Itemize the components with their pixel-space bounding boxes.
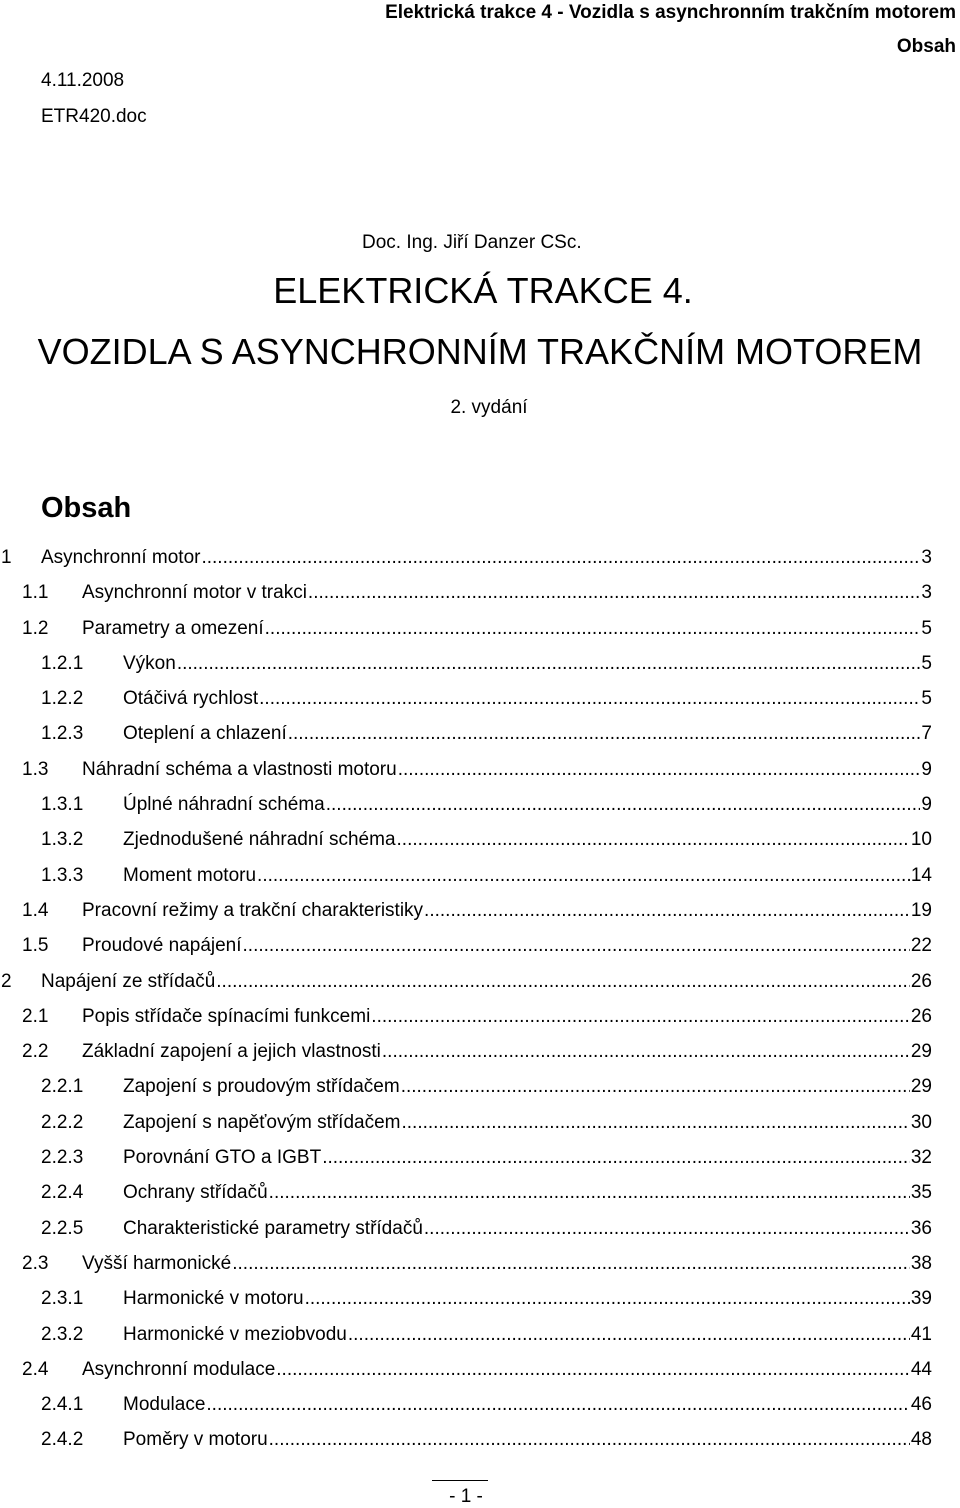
toc-entry-number: 1.2 bbox=[22, 617, 49, 639]
running-header-section: Obsah bbox=[896, 36, 956, 57]
toc-entry-page: 36 bbox=[910, 1217, 932, 1239]
table-of-contents bbox=[0, 540, 932, 1458]
toc-entry-body bbox=[123, 858, 932, 893]
toc-entry-number: 2.1 bbox=[22, 1005, 49, 1027]
toc-entry[interactable] bbox=[0, 646, 932, 681]
toc-heading: Obsah bbox=[41, 492, 132, 524]
toc-entry[interactable] bbox=[0, 611, 932, 646]
toc-entry-page: 9 bbox=[921, 758, 932, 780]
toc-dot-leader bbox=[348, 1317, 910, 1352]
toc-dot-leader bbox=[269, 1422, 910, 1457]
toc-entry-label: Pracovní režimy a trakční charakteristiky bbox=[82, 899, 424, 921]
toc-entry-label: Popis střídače spínacími funkcemi bbox=[82, 1005, 371, 1027]
toc-dot-leader bbox=[269, 1175, 910, 1210]
toc-dot-leader bbox=[276, 1352, 910, 1387]
toc-dot-leader bbox=[397, 822, 910, 857]
toc-entry[interactable] bbox=[0, 1175, 932, 1210]
toc-entry-number: 1.3.3 bbox=[41, 864, 84, 886]
toc-entry[interactable] bbox=[0, 1317, 932, 1352]
toc-entry-page: 26 bbox=[910, 1005, 932, 1027]
toc-entry-body bbox=[82, 1246, 932, 1281]
toc-entry[interactable] bbox=[0, 1105, 932, 1140]
toc-entry[interactable] bbox=[0, 575, 932, 610]
document-title-line1: ELEKTRICKÁ TRAKCE 4. bbox=[273, 270, 693, 311]
toc-dot-leader bbox=[201, 540, 920, 575]
document-title-line2: VOZIDLA S ASYNCHRONNÍM TRAKČNÍM MOTOREM bbox=[37, 331, 923, 372]
toc-dot-leader bbox=[206, 1387, 909, 1422]
toc-entry-body bbox=[123, 1105, 932, 1140]
toc-entry-body bbox=[123, 1317, 932, 1352]
toc-entry-body bbox=[41, 540, 932, 575]
running-header-title: Elektrická trakce 4 - Vozidla s asynchronním trakčním motorem bbox=[385, 2, 956, 23]
toc-entry-page: 3 bbox=[921, 582, 932, 604]
toc-entry-number: 2.4 bbox=[22, 1358, 49, 1380]
toc-entry-page: 3 bbox=[921, 547, 932, 568]
toc-entry-label: Zapojení s proudovým střídačem bbox=[123, 1076, 400, 1098]
toc-entry-body bbox=[123, 787, 932, 822]
toc-entry-body bbox=[82, 893, 932, 928]
toc-entry-body bbox=[82, 575, 932, 610]
toc-entry-label: Oteplení a chlazení bbox=[123, 723, 287, 745]
toc-entry[interactable] bbox=[0, 787, 932, 822]
toc-entry[interactable] bbox=[0, 1246, 932, 1281]
toc-entry-body bbox=[123, 1069, 932, 1104]
toc-entry-label: Harmonické v meziobvodu bbox=[123, 1323, 347, 1345]
toc-entry-page: 30 bbox=[910, 1111, 932, 1133]
toc-entry-body bbox=[82, 928, 932, 963]
toc-entry-number: 1.3.1 bbox=[41, 794, 84, 816]
author: Doc. Ing. Jiří Danzer CSc. bbox=[362, 232, 582, 253]
header-filename: ETR420.doc bbox=[41, 106, 147, 127]
toc-entry-body bbox=[123, 822, 932, 857]
toc-entry-page: 5 bbox=[921, 688, 932, 710]
toc-dot-leader bbox=[401, 1069, 910, 1104]
toc-entry[interactable] bbox=[0, 822, 932, 857]
toc-entry-label: Harmonické v motoru bbox=[123, 1288, 304, 1310]
toc-entry-body bbox=[123, 1387, 932, 1422]
toc-entry-body bbox=[123, 1175, 932, 1210]
toc-entry-page: 35 bbox=[910, 1182, 932, 1204]
toc-dot-leader bbox=[288, 716, 921, 751]
toc-entry[interactable] bbox=[0, 964, 932, 999]
toc-entry-page: 39 bbox=[910, 1288, 932, 1310]
toc-entry-number: 2.2 bbox=[22, 1041, 49, 1063]
toc-dot-leader bbox=[382, 1034, 910, 1069]
toc-entry-label: Zapojení s napěťovým střídačem bbox=[123, 1111, 401, 1133]
toc-entry-number: 2.2.5 bbox=[41, 1217, 84, 1239]
toc-entry-number: 1.4 bbox=[22, 899, 49, 921]
toc-entry-label: Náhradní schéma a vlastnosti motoru bbox=[82, 758, 397, 780]
toc-entry-page: 41 bbox=[910, 1323, 932, 1345]
toc-entry-label: Úplné náhradní schéma bbox=[123, 794, 325, 816]
toc-entry-page: 14 bbox=[910, 864, 932, 886]
toc-entry-label: Asynchronní motor bbox=[41, 547, 201, 568]
toc-dot-leader bbox=[322, 1140, 910, 1175]
toc-entry-number: 1.3 bbox=[22, 758, 49, 780]
toc-dot-leader bbox=[257, 858, 910, 893]
toc-entry-number: 1.5 bbox=[22, 935, 49, 957]
toc-entry-body bbox=[123, 1140, 932, 1175]
toc-entry[interactable] bbox=[0, 716, 932, 751]
toc-entry-number: 2.4.1 bbox=[41, 1394, 84, 1416]
toc-dot-leader bbox=[398, 752, 921, 787]
toc-dot-leader bbox=[243, 928, 910, 963]
toc-entry-body bbox=[82, 752, 932, 787]
toc-entry-label: Otáčivá rychlost bbox=[123, 688, 259, 710]
toc-entry-number: 2.4.2 bbox=[41, 1429, 84, 1451]
toc-entry[interactable] bbox=[0, 1211, 932, 1246]
toc-dot-leader bbox=[424, 1211, 910, 1246]
toc-entry-label: Ochrany střídačů bbox=[123, 1182, 268, 1204]
toc-entry-page: 38 bbox=[910, 1252, 932, 1274]
toc-entry-label: Modulace bbox=[123, 1394, 206, 1416]
toc-entry-body bbox=[123, 1281, 932, 1316]
toc-entry-label: Vyšší harmonické bbox=[82, 1252, 232, 1274]
toc-entry-number: 1.2.1 bbox=[41, 652, 84, 674]
toc-dot-leader bbox=[371, 999, 910, 1034]
toc-dot-leader bbox=[232, 1246, 910, 1281]
toc-entry[interactable] bbox=[0, 681, 932, 716]
toc-entry-page: 48 bbox=[910, 1429, 932, 1451]
toc-entry-page: 29 bbox=[910, 1076, 932, 1098]
footer-rule bbox=[432, 1480, 488, 1481]
toc-entry[interactable] bbox=[0, 1034, 932, 1069]
toc-entry[interactable] bbox=[0, 1422, 932, 1457]
toc-entry-page: 22 bbox=[910, 935, 932, 957]
toc-entry-number: 2 bbox=[1, 970, 12, 992]
toc-entry[interactable] bbox=[0, 1069, 932, 1104]
toc-entry-page: 7 bbox=[921, 723, 932, 745]
toc-entry-number: 2.2.1 bbox=[41, 1076, 84, 1098]
toc-dot-leader bbox=[308, 575, 921, 610]
toc-dot-leader bbox=[305, 1281, 910, 1316]
toc-entry[interactable] bbox=[0, 1281, 932, 1316]
toc-entry-number: 2.2.3 bbox=[41, 1147, 84, 1169]
toc-entry[interactable] bbox=[0, 540, 932, 575]
toc-dot-leader bbox=[216, 964, 910, 999]
toc-entry-body bbox=[123, 646, 932, 681]
toc-entry-number: 1.3.2 bbox=[41, 829, 84, 851]
toc-entry-label: Charakteristické parametry střídačů bbox=[123, 1217, 423, 1239]
toc-entry-page: 5 bbox=[921, 652, 932, 674]
toc-entry-number: 2.3 bbox=[22, 1252, 49, 1274]
toc-entry-label: Moment motoru bbox=[123, 864, 257, 886]
toc-entry-body bbox=[123, 716, 932, 751]
toc-entry-page: 29 bbox=[910, 1041, 932, 1063]
toc-entry-label: Napájení ze střídačů bbox=[41, 970, 216, 992]
page-number: - 1 - bbox=[449, 1486, 483, 1507]
toc-entry-number: 2.2.4 bbox=[41, 1182, 84, 1204]
toc-entry[interactable] bbox=[0, 858, 932, 893]
toc-entry-page: 26 bbox=[910, 970, 932, 992]
toc-entry-page: 19 bbox=[910, 899, 932, 921]
toc-entry-label: Zjednodušené náhradní schéma bbox=[123, 829, 396, 851]
toc-dot-leader bbox=[177, 646, 921, 681]
toc-entry[interactable] bbox=[0, 893, 932, 928]
toc-entry-label: Asynchronní motor v trakci bbox=[82, 582, 307, 604]
toc-entry[interactable] bbox=[0, 1387, 932, 1422]
toc-entry-label: Porovnání GTO a IGBT bbox=[123, 1147, 322, 1169]
toc-entry-label: Základní zapojení a jejich vlastnosti bbox=[82, 1041, 381, 1063]
toc-entry-body bbox=[123, 1211, 932, 1246]
toc-entry-body bbox=[41, 964, 932, 999]
toc-entry-label: Poměry v motoru bbox=[123, 1429, 268, 1451]
toc-entry-page: 46 bbox=[910, 1394, 932, 1416]
toc-entry-number: 1.2.3 bbox=[41, 723, 84, 745]
toc-dot-leader bbox=[401, 1105, 909, 1140]
toc-entry-body bbox=[82, 999, 932, 1034]
toc-entry-number: 2.3.1 bbox=[41, 1288, 84, 1310]
toc-entry-body bbox=[82, 1352, 932, 1387]
edition: 2. vydání bbox=[450, 397, 528, 418]
toc-entry-number: 1.1 bbox=[22, 582, 49, 604]
toc-entry-page: 44 bbox=[910, 1358, 932, 1380]
toc-dot-leader bbox=[259, 681, 920, 716]
toc-entry[interactable] bbox=[0, 928, 932, 963]
toc-entry[interactable] bbox=[0, 752, 932, 787]
toc-dot-leader bbox=[265, 611, 921, 646]
toc-dot-leader bbox=[424, 893, 910, 928]
toc-entry-number: 2.3.2 bbox=[41, 1323, 84, 1345]
toc-entry-label: Parametry a omezení bbox=[82, 617, 264, 639]
toc-entry-number: 1 bbox=[1, 547, 12, 568]
toc-entry[interactable] bbox=[0, 1352, 932, 1387]
toc-entry-body bbox=[82, 1034, 932, 1069]
toc-entry[interactable] bbox=[0, 1140, 932, 1175]
toc-entry-page: 5 bbox=[921, 617, 932, 639]
toc-entry-number: 2.2.2 bbox=[41, 1111, 84, 1133]
toc-entry-page: 9 bbox=[921, 794, 932, 816]
header-date: 4.11.2008 bbox=[41, 70, 125, 91]
toc-entry-page: 10 bbox=[910, 829, 932, 851]
toc-entry[interactable] bbox=[0, 999, 932, 1034]
toc-entry-label: Výkon bbox=[123, 652, 176, 674]
toc-entry-label: Asynchronní modulace bbox=[82, 1358, 276, 1380]
toc-entry-number: 1.2.2 bbox=[41, 688, 84, 710]
toc-entry-body bbox=[123, 1422, 932, 1457]
toc-entry-label: Proudové napájení bbox=[82, 935, 242, 957]
toc-dot-leader bbox=[326, 787, 921, 822]
toc-entry-body bbox=[123, 681, 932, 716]
toc-entry-page: 32 bbox=[910, 1147, 932, 1169]
toc-entry-body bbox=[82, 611, 932, 646]
